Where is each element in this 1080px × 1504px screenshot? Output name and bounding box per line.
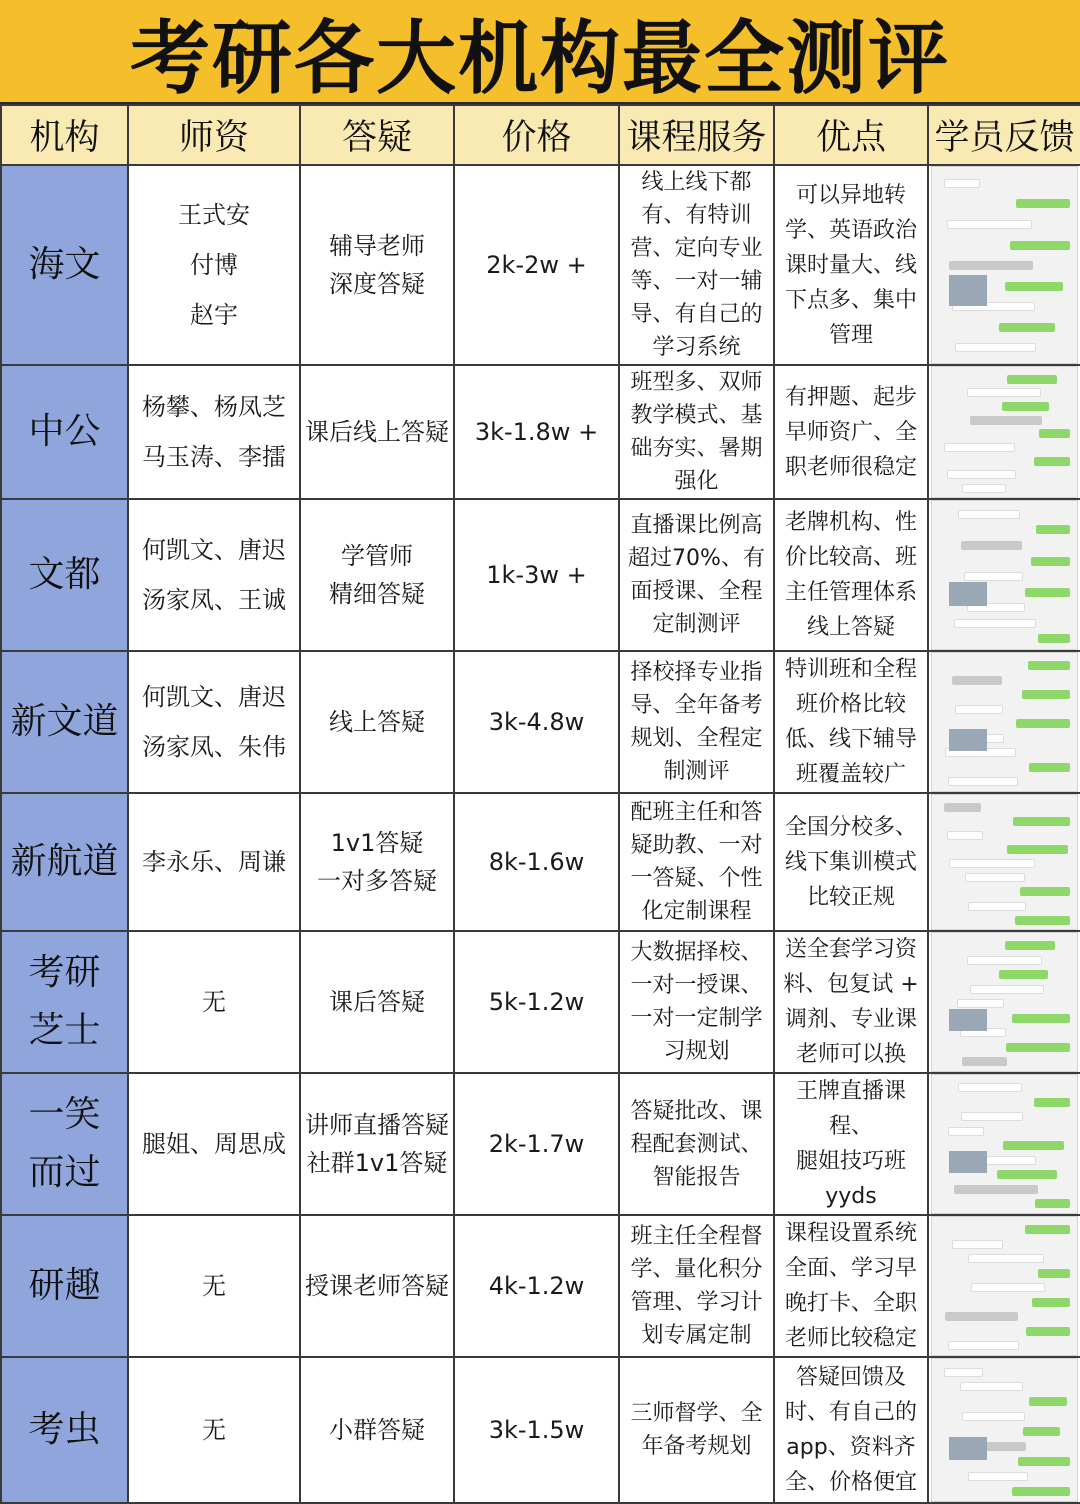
chat-bubble [1025,1225,1070,1234]
table-row [1,1215,1080,1357]
service-cell: 线上线下都有、有特训营、定向专业等、一对一辅导、有自己的学习系统 [619,165,774,365]
chat-bubble [1035,1199,1070,1208]
chat-bubble [1006,1043,1070,1052]
header-qa: 答疑 [300,105,454,165]
chat-bubble [944,443,1015,452]
header-org: 机构 [1,105,128,165]
org-cell: 新文道 [1,651,128,793]
chat-bubble [944,1368,983,1377]
org-cell: 新航道 [1,793,128,931]
qa-cell: 辅导老师 深度答疑 [300,165,454,365]
table-row [1,793,1080,931]
chat-bubble [997,1170,1056,1179]
qa-cell: 讲师直播答疑 社群1v1答疑 [300,1073,454,1215]
table-row [1,931,1080,1073]
org-cell: 研趣 [1,1215,128,1357]
photo-thumbnail [949,1009,987,1031]
teachers-cell: 李永乐、周谦 [128,793,300,931]
chat-bubble [948,777,1018,786]
chat-screenshot-image [931,500,1078,650]
service-cell: 班型多、双师教学模式、基础夯实、暑期强化 [619,365,774,499]
price-cell: 5k-1.2w [454,931,619,1073]
title-banner [0,0,1080,104]
chat-bubble [1029,763,1070,772]
chat-screenshot-image [931,166,1078,364]
chat-bubble [970,985,1044,994]
chat-bubble [952,676,1001,685]
org-cell: 考研 芝士 [1,931,128,1073]
chat-bubble [999,970,1048,979]
chat-bubble [1005,941,1056,950]
chat-bubble [968,1472,1027,1481]
qa-cell: 线上答疑 [300,651,454,793]
chat-bubble [1020,887,1069,896]
pros-cell: 特训班和全程班价格比较低、线下辅导班覆盖较广 [774,651,928,793]
photo-thumbnail [949,729,987,751]
chat-screenshot-image [931,1358,1078,1502]
chat-bubble [967,388,1041,397]
header-service: 课程服务 [619,105,774,165]
chat-bubble [1038,1269,1070,1278]
service-cell: 直播课比例高超过70%、有面授课、全程定制测评 [619,499,774,651]
table-row [1,365,1080,499]
price-cell: 3k-1.5w [454,1357,619,1503]
feedback-screenshot-cell [928,165,1080,365]
chat-bubble [1013,817,1070,826]
org-cell: 文都 [1,499,128,651]
chat-bubble [1029,1397,1067,1406]
chat-bubble [961,1112,1023,1121]
chat-bubble [961,541,1022,550]
chat-bubble [954,619,1037,628]
qa-cell: 课后线上答疑 [300,365,454,499]
chat-bubble [1012,1487,1070,1496]
service-cell: 大数据择校、一对一授课、一对一定制学习规划 [619,931,774,1073]
price-cell: 4k-1.2w [454,1215,619,1357]
chat-bubble [944,803,982,812]
chat-bubble [958,510,1020,519]
chat-bubble [954,1185,1038,1194]
chat-bubble [1016,719,1070,728]
chat-bubble [1031,557,1070,566]
chat-bubble [958,1083,1022,1092]
price-cell: 1k-3w + [454,499,619,651]
chat-bubble [1003,1141,1064,1150]
chat-bubble [1036,525,1069,534]
chat-bubble [968,1254,1043,1263]
chat-bubble [970,416,1043,425]
chat-bubble [948,1127,984,1136]
pros-cell: 老牌机构、性价比较高、班主任管理体系线上答疑 [774,499,928,651]
chat-bubble [952,1240,1003,1249]
header-pros: 优点 [774,105,928,165]
teachers-cell: 腿姐、周思成 [128,1073,300,1215]
chat-bubble [944,179,980,188]
header-price: 价格 [454,105,619,165]
chat-bubble [964,572,1023,581]
price-cell: 2k-2w + [454,165,619,365]
table-row [1,651,1080,793]
chat-bubble [962,1412,1024,1421]
pros-cell: 答疑回馈及时、有自己的app、资料齐全、价格便宜 [774,1357,928,1503]
teachers-cell: 杨攀、杨凤芝 马玉涛、李擂 [128,365,300,499]
teachers-cell: 无 [128,931,300,1073]
chat-bubble [947,220,1033,229]
service-cell: 答疑批改、课 程配套测试、 智能报告 [619,1073,774,1215]
chat-bubble [1025,588,1070,597]
price-cell: 8k-1.6w [454,793,619,931]
chat-bubble [960,1382,1024,1391]
photo-thumbnail [949,582,987,606]
teachers-cell: 何凯文、唐迟 汤家凤、朱伟 [128,651,300,793]
table-row [1,1357,1080,1503]
org-cell: 中公 [1,365,128,499]
table-row [1,499,1080,651]
org-cell: 海文 [1,165,128,365]
photo-thumbnail [949,1151,987,1173]
chat-bubble [949,261,1033,270]
chat-bubble [1010,241,1069,250]
pros-cell: 课程设置系统全面、学习早晚打卡、全职老师比较稳定 [774,1215,928,1357]
header-feedback: 学员反馈 [928,105,1080,165]
service-cell: 班主任全程督学、量化积分管理、学习计划专属定制 [619,1215,774,1357]
price-cell: 3k-1.8w + [454,365,619,499]
chat-bubble [962,484,1006,493]
feedback-screenshot-cell [928,499,1080,651]
chat-bubble [1007,375,1056,384]
chat-bubble [965,873,1024,882]
pros-cell: 有押题、起步早师资广、全职老师很稳定 [774,365,928,499]
feedback-screenshot-cell [928,365,1080,499]
chat-bubble [968,902,1026,911]
chat-bubble [1038,634,1070,643]
chat-bubble [1002,402,1050,411]
feedback-screenshot-cell [928,1357,1080,1503]
chat-screenshot-image [931,932,1078,1072]
chat-bubble [1034,1098,1070,1107]
photo-thumbnail [949,1437,987,1460]
chat-bubble [947,470,1017,479]
price-cell: 3k-4.8w [454,651,619,793]
chat-bubble [1016,199,1070,208]
chat-bubble [1023,1427,1059,1436]
chat-screenshot-image [931,652,1078,792]
table-row [1,165,1080,365]
chat-screenshot-image [931,366,1078,498]
feedback-screenshot-cell [928,1073,1080,1215]
chat-bubble [955,705,1003,714]
table-row [1,1073,1080,1215]
photo-thumbnail [949,275,987,306]
chat-screenshot-image [931,1216,1078,1356]
chat-bubble [1022,690,1070,699]
feedback-screenshot-cell [928,793,1080,931]
chat-bubble [1028,661,1070,670]
header-teachers: 师资 [128,105,300,165]
comparison-table [0,104,1080,1504]
qa-cell: 小群答疑 [300,1357,454,1503]
chat-bubble [949,859,1035,868]
chat-bubble [999,323,1056,332]
teachers-cell: 无 [128,1357,300,1503]
qa-cell: 学管师 精细答疑 [300,499,454,651]
chat-bubble [1032,1298,1070,1307]
price-cell: 2k-1.7w [454,1073,619,1215]
feedback-screenshot-cell [928,651,1080,793]
qa-cell: 1v1答疑 一对多答疑 [300,793,454,931]
chat-bubble [1012,1014,1070,1023]
chat-bubble [957,999,1005,1008]
feedback-screenshot-cell [928,1215,1080,1357]
teachers-cell: 无 [128,1215,300,1357]
chat-screenshot-image [931,1074,1078,1214]
feedback-screenshot-cell [928,931,1080,1073]
chat-bubble [945,1312,1018,1321]
qa-cell: 课后答疑 [300,931,454,1073]
chat-bubble [1015,916,1070,925]
org-cell: 一笑 而过 [1,1073,128,1215]
pros-cell: 送全套学习资料、包复试 + 调剂、专业课老师可以换 [774,931,928,1073]
pros-cell: 王牌直播课程、 腿姐技巧班 yyds [774,1073,928,1215]
service-cell: 择校择专业指导、全年备考规划、全程定制测评 [619,651,774,793]
service-cell: 配班主任和答疑助教、一对一答疑、个性化定制课程 [619,793,774,931]
page-title: 考研各大机构最全测评 [130,11,950,105]
chat-bubble [1034,457,1070,466]
qa-cell: 授课老师答疑 [300,1215,454,1357]
service-cell: 三师督学、全 年备考规划 [619,1357,774,1503]
chat-bubble [962,1057,1007,1066]
chat-bubble [1026,1327,1070,1336]
chat-bubble [947,831,983,840]
chat-bubble [1039,429,1069,438]
header-row [1,105,1080,165]
chat-bubble [955,343,1036,352]
chat-bubble [967,956,1042,965]
pros-cell: 全国分校多、 线下集训模式 比较正规 [774,793,928,931]
chat-bubble [971,1283,1045,1292]
chat-bubble [1018,1457,1070,1466]
chat-screenshot-image [931,794,1078,930]
pros-cell: 可以异地转学、英语政治课时量大、线下点多、集中管理 [774,165,928,365]
chat-bubble [1007,845,1068,854]
teachers-cell: 何凯文、唐迟 汤家凤、王诚 [128,499,300,651]
chat-bubble [948,1341,1019,1350]
teachers-cell: 王式安 付博 赵宇 [128,165,300,365]
chat-bubble [1005,282,1063,291]
org-cell: 考虫 [1,1357,128,1503]
